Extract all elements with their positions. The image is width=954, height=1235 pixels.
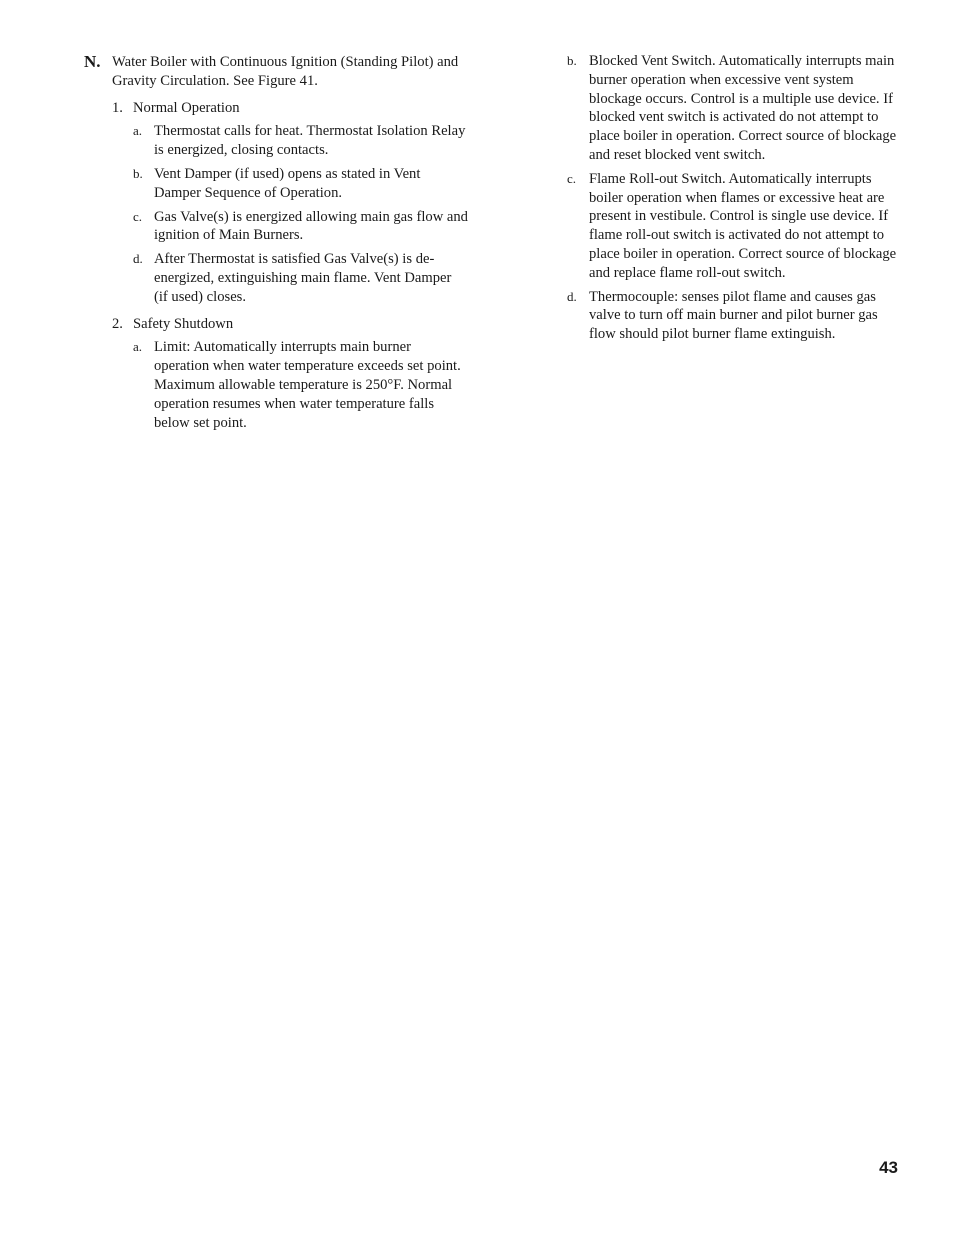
list-item xyxy=(133,165,468,203)
list-marker: 2. xyxy=(112,315,123,332)
list-item xyxy=(133,338,468,432)
safety-shutdown-title: Safety Shutdown xyxy=(133,315,234,332)
left-column xyxy=(84,52,468,432)
list-item-text: Flame Roll-out Switch. Automatically interrupts boiler operation when flames or excessive heat are present in vestibule. Control is single use device. If flame roll-out switch is activated do not attempt to place boiler in operation. Correct source of blockage and replace flame roll-out switch. xyxy=(589,170,897,281)
list-item-text: Thermostat calls for heat. Thermostat Isolation Relay is energized, closing contacts. xyxy=(154,123,466,159)
list-item xyxy=(567,170,903,283)
list-item-text: After Thermostat is satisfied Gas Valve(s) is de-energized, extinguishing main flame. Vent Damper (if used) closes. xyxy=(154,251,452,305)
section-marker: N. xyxy=(84,52,101,71)
section-heading-text: Water Boiler with Continuous Ignition (Standing Pilot) and Gravity Circulation. See Figure 41. xyxy=(112,54,459,89)
list-marker: c. xyxy=(133,208,143,224)
list-item xyxy=(567,288,903,344)
list-marker: b. xyxy=(133,165,143,181)
right-column xyxy=(567,52,903,344)
section-heading xyxy=(84,52,468,91)
list-marker: a. xyxy=(133,339,143,355)
list-marker: 1. xyxy=(112,99,123,116)
list-item-text: Thermocouple: senses pilot flame and causes gas valve to turn off main burner and pilot burner gas flow should pilot burner flame extinguish. xyxy=(589,288,878,343)
normal-operation-title: Normal Operation xyxy=(133,99,240,116)
list-marker: c. xyxy=(567,170,577,186)
list-item xyxy=(567,52,903,165)
list-marker: a. xyxy=(133,123,143,139)
normal-operation-heading xyxy=(112,99,468,118)
list-item-text: Vent Damper (if used) opens as stated in Vent Damper Sequence of Operation. xyxy=(154,165,421,201)
list-item xyxy=(133,208,468,246)
safety-shutdown-heading xyxy=(112,315,468,334)
list-marker: b. xyxy=(567,53,577,68)
list-marker: d. xyxy=(567,288,577,304)
list-item xyxy=(133,122,468,160)
page-number: 43 xyxy=(879,1158,898,1177)
list-item-text: Blocked Vent Switch. Automatically interrupts main burner operation when excessive vent system blockage occurs. Control is a multiple use device. If blocked vent switch is activated do not attempt to place boiler in operation. Correct source of blockage and reset blocked vent switch. xyxy=(589,53,897,163)
list-item xyxy=(133,250,468,306)
list-item-text: Limit: Automatically interrupts main burner operation when water temperature exceeds set point. Maximum allowable temperature is 250°F. Normal operation resumes when water temperature falls below set point. xyxy=(154,339,461,431)
list-marker: d. xyxy=(133,251,143,267)
list-item-text: Gas Valve(s) is energized allowing main gas flow and ignition of Main Burners. xyxy=(154,208,468,244)
